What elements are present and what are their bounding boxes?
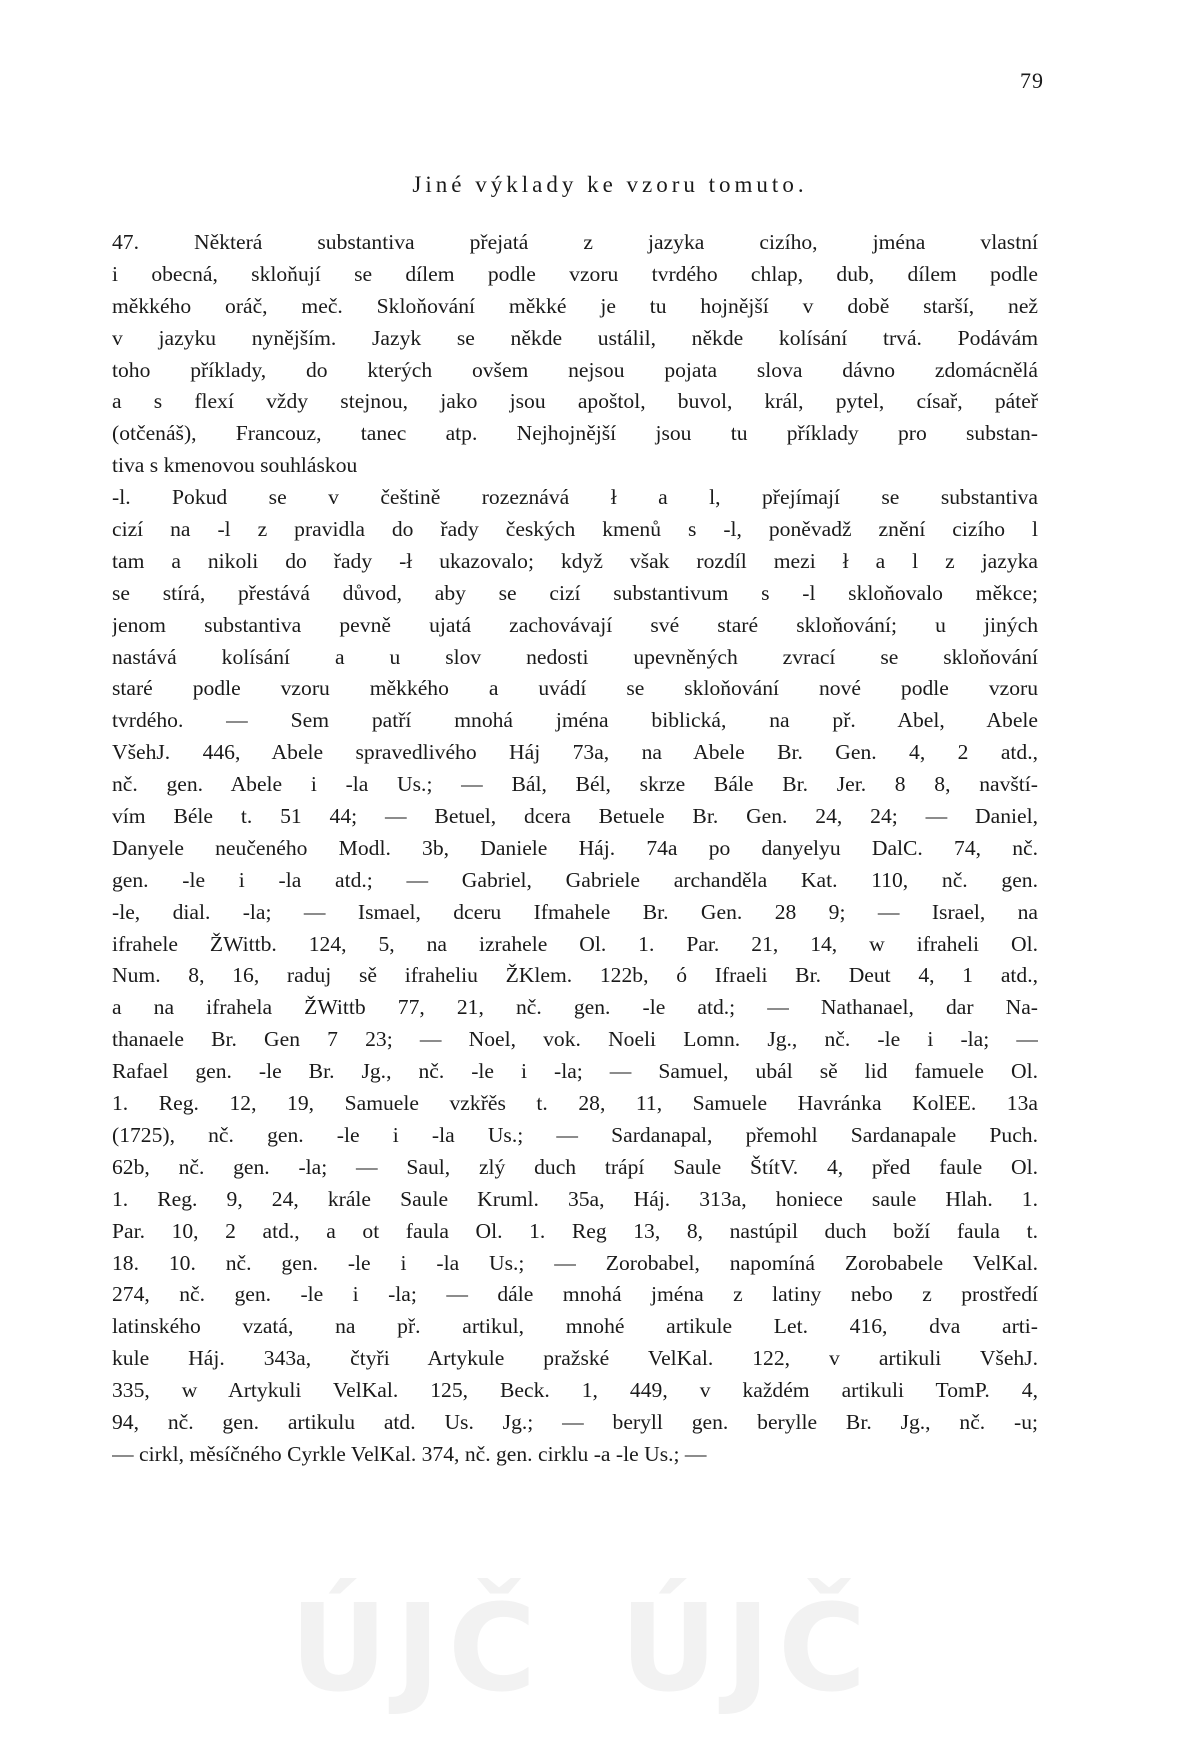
text-line: -le, dial. -la; — Ismael, dceru Ifmahele Br. Gen. 28 9; — Israel, na [112,899,1038,924]
text-line: VšehJ. 446, Abele spravedlivého Háj 73a, na Abele Br. Gen. 4, 2 atd., [112,740,1038,765]
text-line: cizí na -l z pravidla do řady českých kmenů s -l, poněvadž znění cizího l [112,517,1038,542]
text-line: toho příklady, do kterých ovšem nejsou pojata slova dávno zdomácnělá [112,357,1038,382]
text-line: 62b, nč. gen. -la; — Saul, zlý duch trápí Saule ŠtítV. 4, před faule Ol. [112,1154,1038,1179]
text-line: se stírá, přestává důvod, aby se cizí substantivum s -l skloňovalo měkce; [112,580,1038,605]
text-line: ifrahele ŽWittb. 124, 5, na izrahele Ol. 1. Par. 21, 14, w ifraheli Ol. [112,931,1038,956]
text-line: v jazyku nynějším. Jazyk se někde ustálil, někde kolísání trvá. Podávám [112,325,1038,350]
text-line: staré podle vzoru měkkého a uvádí se skloňování nové podle vzoru [112,676,1038,701]
text-line: 274, nč. gen. -le i -la; — dále mnohá jména z latiny nebo z prostředí [112,1282,1038,1307]
section-heading: Jiné výklady ke vzoru tomuto. [412,172,808,197]
text-line: nastává kolísání a u slov nedosti upevněných zvrací se skloňování [112,644,1038,669]
text-line: Num. 8, 16, raduj sě ifraheliu ŽKlem. 122b, ó Ifraeli Br. Deut 4, 1 atd., [112,963,1038,988]
text-line: i obecná, skloňují se dílem podle vzoru tvrdého chlap, dub, dílem podle [112,261,1038,286]
text-line: jenom substantiva pevně ujatá zachovávají své staré skloňování; u jiných [112,612,1038,637]
text-line: Danyele neučeného Modl. 3b, Daniele Háj. 74a po danyelyu DalC. 74, nč. [112,835,1038,860]
text-line: a s flexí vždy stejnou, jako jsou apoštol, buvol, král, pytel, císař, páteř [112,389,1038,414]
text-line: nč. gen. Abele i -la Us.; — Bál, Bél, skrze Bále Br. Jer. 8 8, navští- [112,772,1038,797]
text-line: latinského vzatá, na př. artikul, mnohé artikule Let. 416, dva arti- [112,1314,1038,1339]
text-line: 18. 10. nč. gen. -le i -la Us.; — Zorobabel, napomíná Zorobabele VelKal. [112,1250,1038,1275]
text-line: 1. Reg. 9, 24, krále Saule Kruml. 35a, Háj. 313a, honiece saule Hlah. 1. [112,1186,1038,1211]
text-line: měkkého oráč, meč. Skloňování měkké je tu hojnější v době starší, než [112,293,1038,318]
text-line: 335, w Artykuli VelKal. 125, Beck. 1, 449, v každém artikuli TomP. 4, [112,1378,1038,1403]
text-line: -l. Pokud se v češtině rozeznává ł a l, přejímají se substantiva [112,485,1038,510]
text-line: thanaele Br. Gen 7 23; — Noel, vok. Noeli Lomn. Jg., nč. -le i -la; — [112,1027,1038,1052]
text-line: 94, nč. gen. artikulu atd. Us. Jg.; — beryll gen. berylle Br. Jg., nč. -u; [112,1409,1038,1434]
text-line: (1725), nč. gen. -le i -la Us.; — Sardanapal, přemohl Sardanapale Puch. [112,1122,1038,1147]
text-line: a na ifrahela ŽWittb 77, 21, nč. gen. -le atd.; — Nathanael, dar Na- [112,995,1038,1020]
text-line: 1. Reg. 12, 19, Samuele vzkřěs t. 28, 11, Samuele Havránka KolEE. 13a [112,1091,1038,1116]
text-line: tvrdého. — Sem patří mnohá jména biblická, na př. Abel, Abele [112,708,1038,733]
page-number: 79 [1020,68,1044,93]
watermark-right: ÚJČ [620,1580,875,1719]
text-line: 47. Některá substantiva přejatá z jazyka cizího, jména vlastní [112,230,1038,254]
text-line: kule Háj. 343a, čtyři Artykule pražské VelKal. 122, v artikuli VšehJ. [112,1346,1038,1371]
text-line: vím Béle t. 51 44; — Betuel, dcera Betuele Br. Gen. 24, 24; — Daniel, [112,804,1038,829]
text-line: (otčenáš), Francouz, tanec atp. Nejhojnější jsou tu příklady pro substan- [112,421,1038,446]
text-line: tiva s kmenovou souhláskou [112,453,358,478]
text-line: tam a nikoli do řady -ł ukazovalo; když však rozdíl mezi ł a l z jazyka [112,548,1038,573]
text-line: Par. 10, 2 atd., a ot faula Ol. 1. Reg 13, 8, nastúpil duch boží faula t. [112,1218,1038,1243]
text-line: Rafael gen. -le Br. Jg., nč. -le i -la; — Samuel, ubál sě lid famuele Ol. [112,1059,1038,1084]
body-text [112,227,1038,1471]
watermark-left: ÚJČ [290,1580,545,1719]
text-line: gen. -le i -la atd.; — Gabriel, Gabriele archanděla Kat. 110, nč. gen. [112,867,1038,892]
text-line: — cirkl, měsíčného Cyrkle VelKal. 374, nč. gen. cirklu -a -le Us.; — [112,1441,707,1466]
